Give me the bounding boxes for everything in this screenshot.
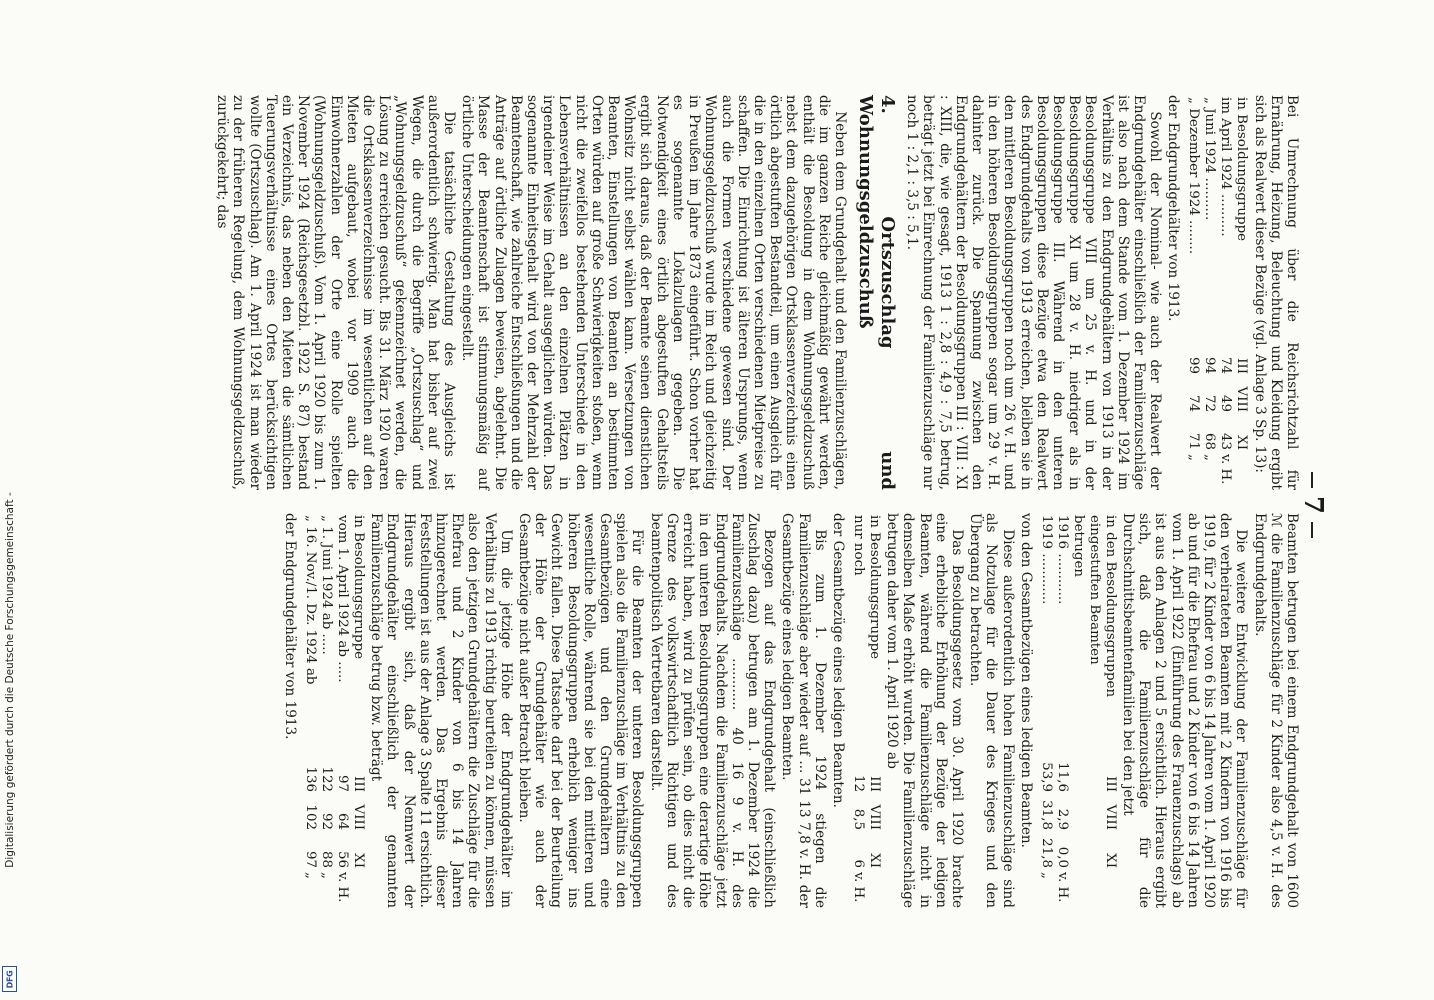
dfg-logo-text: DFG [5,970,14,988]
value-table [1185,95,1249,490]
table-row: vom 1. April 1924 ab ..... 97 64 56 v. H. [335,515,351,903]
table-label: eingestuften Beamten [1086,515,1102,665]
paragraph: Bei Umrechnung über die Reichsrichtzahl für Ernährung, Heizung, Beleuchtung und Kleidung ergibt sich als Realwert dieser Bezüge (vgl. Anlage 3 Sp. 13): [1251,95,1300,490]
section-heading: 4. Ortszuschlag und Wohnungsgeldzuschuß [854,95,898,490]
col-header: VIII [351,804,367,830]
scanned-page [140,95,1328,915]
paragraph: Bis zum 1. Dezember 1924 stiegen die Familienzuschläge aber wieder auf ... 31 13 7,8 v. H. der Gesamtbezüge eines ledigen Beamten. [779,513,828,908]
paragraph: Für die Beamten der unteren Besoldungsgruppen spielen also die Familienzuschläge im Verhältnis zu den Gesamtbezügen und den Grundgehältern eine wesentliche Rolle, während sie bei den mittleren und höheren Besoldungsgruppen erheblich weniger ins Gewicht fallen. Diese Tatsache darf bei der Beurteilung der Höhe der Grundgehälter wie auch der Gesamtbezüge nicht außer Betracht bleiben. [516,513,646,908]
table-row: 1919 ............ 53,9 31,8 21,8 „ [1038,515,1054,879]
table-row: „ 16. Nov./1. Dz. 1924 ab 136 102 97 „ [303,515,319,879]
paragraph: Bezogen auf das Endgrundgehalt (einschließlich Zuschlag dazu) betrugen am 1. Dezember 1924 die Familienzuschläge ............ 40 16 9 v. H. des Endgrundgehalts. Nachdem die Familienzuschläge jetzt in den unteren Besoldungsgruppen eine derartige Höhe erreicht haben, wird zu prüfen sein, ob dies nicht die Grenze des volkswirtschaftlich Richtigen und des beamtenpolitisch Vertretbaren darstellt. [647,513,778,908]
col-header: III [1234,358,1250,374]
text-column-left [140,513,1300,908]
table-note: der Endgrundgehälter von 1913. [1165,95,1182,322]
paragraph: Die weitere Entwicklung der Familienzuschläge für den verheirateten Beamten mit 2 Kindern von 1916 bis 1919, für 2 Kinder von 6 bis 14 Jahren vom 1. April 1920 ab und für die Ehefrau und 2 Kinder von 6 bis 14 Jahren vom 1. April 1922 (Einführung des Frauenzuschlags) ab ist aus den Anlagen 2 und 5 ersichtlich. Hieraus ergibt sich, daß die Familienzuschläge für die Durchschnittsbeamtenfamilien bei den jetzt [1119,513,1250,908]
page-number: 7 [1298,455,1328,555]
page-content [140,95,1328,915]
paragraph: Sowohl der Nominal- wie auch der Realwert der Endgrundgehälter einschließlich der Familienzuschläge ist also nach dem Stande vom 1. Dezember 1924 im Verhältnis zu den Endgrundgehältern von 1913 in der Besoldungsgruppe VIII um 25 v. H. und in der Besoldungsgruppe XI um 28 v. H. niedriger als in Besoldungsgruppe III. Während in den unteren Besoldungsgruppen diese Bezüge etwa den Realwert des Endgrundgehalts von 1913 erreichen, bleiben sie in den mittleren Besoldungsgruppen noch um 26 v. H. und in den höheren Besoldungsgruppen sogar um 29 v. H. dahinter zurück. Die Spannung zwischen den Endgrundgehältern der Besoldungsgruppen III : VIII : XI : XIII, die, wie gesagt, 1913 1 : 2,8 : 4,9 : 7,5 betrug, beträgt jetzt bei Einrechnung der Familienzuschläge nur noch 1 : 2,1 : 3,5 : 5,1. [904,95,1164,490]
paragraph: Das Besoldungsgesetz vom 30. April 1920 brachte eine erhebliche Erhöhung der Bezüge der ledigen Beamten, während die Familienzuschläge nicht in demselben Maße erhöht wurden. Die Familienzuschläge betrugen daher vom 1. April 1920 ab [884,513,965,908]
table-label: in Besoldungsgruppe [866,515,882,660]
col-header: VIII [1234,386,1250,412]
table-row: „ Juni 1924 .......... 94 72 68 „ [1202,97,1218,461]
table-row: im April 1924 .......... 74 49 43 v. H. [1218,97,1234,485]
paragraph: Diese außerordentlich hohen Familienzuschläge sind als Notzulage für die Dauer des Krieges und den Übergang zu betrachten. [967,513,1016,908]
value-table [302,513,366,908]
table-label: in Besoldungsgruppe [351,515,367,660]
paragraph: Neben dem Grundgehalt und den Familienzuschlägen, die im ganzen Reiche gleichmäßig gewährt werden, enthält die Besoldung in dem Wohnungsgeldzuschuß nebst dem dazugehörigen Ortsklassenverzeichnis einen örtlich abgestuften Bestandteil, um einen Ausgleich für die in den einzelnen Orten verschiedenen Mietpreise zu schaffen. Die Einrichtung ist älteren Ursprungs, wenn auch die Formen verschiedene gewesen sind. Der Wohnungsgeldzuschuß wurde im Reich und gleichzeitig in Preußen im Jahre 1873 eingeführt. Schon vorher hat es sogenannte Lokalzulagen gegeben. Die Notwendigkeit eines örtlich abgestuften Gehaltsteils ergibt sich daraus, daß der Beamte seinen dienstlichen Wohnsitz nicht selbst wählen kann. Versetzungen von Beamten, Einstellungen von Beamten an bestimmten Orten würden auf große Schwierigkeiten stoßen, wenn nicht die zweifellos bestehenden Unterschiede in den Lebensverhältnissen an den einzelnen Plätzen in irgendeiner Weise im Gehalt ausgeglichen würden. Das sogenannte Einheitsgehalt wird von der Mehrzahl der Beamtenschaft, wie zahlreiche Entschließungen und die Anträge auf örtliche Zulagen beweisen, abgelehnt. Die Masse der Beamtenschaft ist stimmungsmäßig auf örtliche Unterscheidungen eingestellt. [459,95,848,490]
table-label: betrugen [1070,515,1086,578]
col-header: XI [351,853,367,868]
paragraph: Die tatsächliche Gestaltung des Ausgleichs ist außerordentlich schwierig. Man hat bisher auf zwei Wegen, die durch die Begriffe „Ortszuschlag“ und „Wohnungsgeldzuschuß“ gekennzeichnet werden, die Lösung zu erreichen gesucht. Bis 31. März 1920 waren die Ortsklassenverzeichnisse im wesentlichen auf den Mieten aufgebaut, wobei vor 1909 auch die Einwohnerzahlen der Orte eine Rolle spielten (Wohnungsgeldzuschuß). Vom 1. April 1920 bis zum 1. November 1924 (Reichsgesetzbl. 1922 S. 87) bestand ein Verzeichnis, das neben den Mieten die sämtlichen Teuerungsverhältnisse eines Ortes berücksichtigen wollte (Ortszuschlag). Am 1. April 1924 ist man wieder zu der früheren Regelung, dem Wohnungsgeldzuschuß, zurückgekehrt; das [214,95,458,490]
table-row: nur noch 12 8,5 6 v. H. [850,515,866,903]
table-row: „ Dezember 1924 ........ 99 74 71 „ [1186,97,1202,461]
table-note: der Endgrundgehälter von 1913. [282,513,299,740]
table-row: 1916 ............ 11,6 2,9 0,0 v. H. [1054,515,1070,903]
paragraph: Beamten betrugen bei einem Endgrundgehalt von 1600 ℳ die Familienzuschläge für 2 Kinder also 4,5 v. H. des Endgrundgehalts. [1251,513,1300,908]
col-header: VIII [866,804,882,830]
table-row: „ 1. Juni 1924 ab ..... 122 92 88 „ [319,515,335,879]
paragraph: Um die jetzige Höhe der Endgrundgehälter im Verhältnis zu 1913 richtig beurteilen zu können, müssen also den jetzigen Grundgehältern die Zuschläge für die Ehefrau und 2 Kinder von 6 bis 14 Jahren hinzugerechnet werden. Das Ergebnis dieser Feststellungen ist aus der Anlage 3 Spalte 11 ersichtlich. Hieraus ergibt sich, daß der Nennwert der Endgrundgehälter einschließlich der genannten Familienzuschläge betrug bzw. beträgt [368,513,514,908]
value-table [1038,513,1118,908]
col-header: III [866,776,882,792]
col-header: III [1102,776,1118,792]
value-table [850,513,882,908]
col-header: XI [1102,853,1118,868]
text-column-right [140,95,1300,490]
table-note: der Gesamtbezüge eines ledigen Beamten. [829,513,846,809]
dfg-logo [2,966,17,992]
watermark-strip [0,0,20,1000]
col-header: VIII [1102,804,1118,830]
col-header: XI [1234,435,1250,450]
table-note: von den Gesamtbezügen eines ledigen Beamten. [1017,513,1034,848]
col-header: III [351,776,367,792]
table-label: in den Besoldungsgruppen [1102,515,1118,698]
col-header: XI [866,853,882,868]
table-label: in Besoldungsgruppe [1234,97,1250,242]
watermark-text: Digitalisierung gefördert durch die Deutsche Forschungsgemeinschaft - [4,492,16,868]
